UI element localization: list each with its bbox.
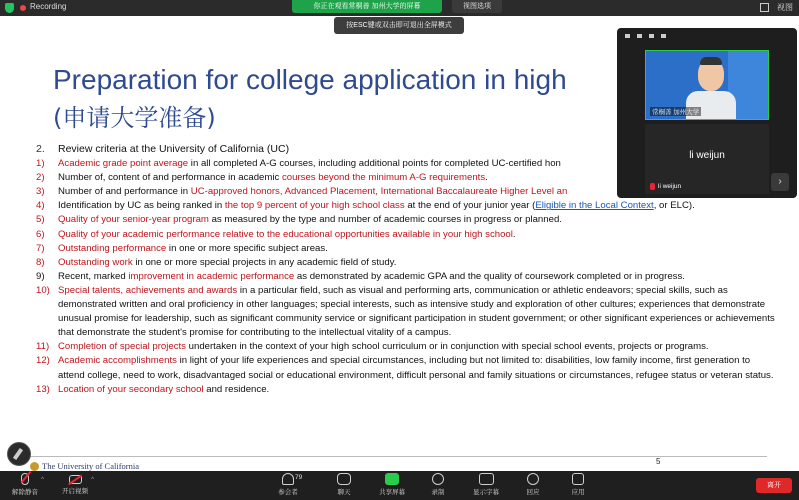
minimize-icon[interactable] [625,34,630,38]
criteria-highlight: Academic accomplishments [58,355,177,367]
criteria-item [36,284,776,340]
criteria-item-number: 12) [36,355,50,367]
criteria-item-text [58,213,776,227]
criteria-item-number: 6) [36,228,45,240]
criteria-item-text [58,284,776,340]
criteria-item-text [58,228,776,242]
recording-icon [20,5,26,11]
criteria-item-text [58,383,776,397]
criteria-item-number: 3) [36,186,45,198]
recording-label: Recording [30,2,67,11]
criteria-text-segment: . [485,172,488,184]
criteria-item-number: 13) [36,383,50,395]
criteria-item-number: 7) [36,242,45,254]
participant-tile-no-video[interactable] [645,124,769,194]
criteria-item [36,270,776,284]
criteria-text-segment: Recent, marked [58,270,129,282]
participants-label: 参会者 [278,489,298,496]
captions-button[interactable] [463,473,509,496]
elc-link[interactable]: Eligible in the Local Context [535,200,654,212]
leave-meeting-button[interactable]: 离开 [756,478,792,493]
view-button[interactable]: 视图 [777,3,793,12]
criteria-heading-text: Review criteria at the University of California (UC) [58,143,290,155]
record-icon [432,473,444,485]
criteria-item [36,213,776,227]
criteria-highlight: Location of your secondary school [58,383,204,395]
criteria-highlight: Academic grade point average [58,158,189,170]
criteria-text-segment: Identification by UC as being ranked in [58,200,225,212]
participant-name-label: 常桐善 加州大学 [652,109,700,116]
criteria-item-number: 4) [36,200,45,212]
criteria-highlight: courses beyond the minimum A-G requirements [281,172,486,184]
criteria-heading-number: 2. [36,143,45,155]
record-button[interactable] [415,473,461,496]
criteria-item-text [58,256,776,270]
criteria-item-text [58,270,776,284]
criteria-text-segment: in all completed A-G courses, including additional points for completed UC-certified hon [188,158,561,170]
criteria-item-text [58,242,776,256]
criteria-item-number: 8) [36,256,45,268]
smiley-icon [527,473,539,485]
criteria-item-number: 9) [36,270,45,282]
video-panel [617,28,797,198]
criteria-text-segment: in light of your life experiences and special circumstances, including but not limited to: disabilities, low family income, first generation to attend college, need to work, disadvantaged social or educational environment, difficult personal and family situations or circumstances, refugee status or veteran status. [58,355,774,381]
criteria-highlight: Special talents, achievements and awards [58,284,238,296]
captions-label: 显示字幕 [473,489,499,496]
criteria-item-text [58,340,776,354]
criteria-highlight: the top 9 percent of your high school class [224,200,405,212]
criteria-item-number: 2) [36,172,45,184]
chevron-up-icon[interactable]: ^ [41,477,44,483]
criteria-item-number: 5) [36,214,45,226]
criteria-highlight: UC-approved honors, Advanced Placement, International Baccalaureate Higher Level an [190,186,568,198]
criteria-item [36,199,776,213]
uc-logo-text: The University of California [42,461,140,471]
criteria-text-segment: undertaken in the context of your high school curriculum or in conjunction with special school events, projects or programs. [185,341,709,353]
criteria-item [36,242,776,256]
view-options-button[interactable]: 视图选项 [452,0,502,13]
share-screen-label: 共享屏幕 [379,489,405,496]
criteria-text-segment: Number of and performance in [58,186,191,198]
chat-label: 聊天 [337,489,351,496]
expand-icon[interactable] [661,34,666,38]
apps-icon [572,473,584,485]
participants-icon [282,473,294,485]
apps-button[interactable] [555,473,601,496]
gallery-view-icon[interactable] [760,3,769,12]
next-page-chevron-icon[interactable]: › [771,173,789,191]
start-video-label: 开启视频 [62,488,88,495]
viewing-share-banner: 你正在观看常桐善 加州大学的屏幕 [292,0,442,13]
chat-button[interactable] [321,473,367,496]
criteria-highlight: Quality of your senior-year program [58,214,209,226]
participant-hair [700,57,722,65]
criteria-item [36,228,776,242]
share-screen-button[interactable] [369,473,415,496]
criteria-highlight: Completion of special projects [58,341,186,353]
participants-button[interactable] [265,473,311,496]
criteria-text-segment: , or ELC). [653,200,695,212]
muted-mic-icon [650,183,655,190]
layout-alt-icon[interactable] [649,34,654,38]
chevron-up-icon[interactable]: ^ [91,477,94,483]
criteria-item [36,256,776,270]
reactions-button[interactable] [510,473,556,496]
criteria-text-segment: in one or more specific subject areas. [166,242,328,254]
criteria-item-text [58,199,776,213]
pen-icon [13,448,23,460]
criteria-item-number: 11) [36,341,50,353]
criteria-text-segment: at the end of your junior year ( [404,200,536,212]
criteria-highlight: Quality of your academic performance relative to the educational opportunities available in your high school [58,228,513,240]
meeting-toolbar [0,471,799,500]
uc-seal-icon [30,462,39,471]
criteria-highlight: improvement in academic performance [128,270,295,282]
apps-label: 应用 [571,489,585,496]
criteria-text-segment: as demonstrated by academic GPA and the quality of coursework completed or in progress. [294,270,685,282]
participant-video-tile[interactable] [645,50,769,120]
criteria-text-segment: in one or more special projects in any academic field of study. [132,256,397,268]
criteria-highlight: Outstanding work [58,256,133,268]
participant-display-name: li weijun [689,150,725,161]
slide-subtitle: (申请大学准备) [53,104,216,132]
uc-footer-logo [30,461,139,471]
chat-icon [337,473,351,485]
security-shield-icon[interactable] [5,3,14,13]
criteria-text-segment: as measured by the type and number of academic courses in progress or planned. [208,214,562,226]
criteria-item-text [58,354,776,382]
criteria-text-segment: in a particular field, such as visual and performing arts, communication or athletic endeavors; special skills, such as demonstrated written and oral proficiency in other languages; special interests, such as intensive study and exploration of other cultures; experiences that demonstrate unusual promise for leadership, such as significant community service or significant participation in student government; or other significant experiences or achievements that demonstrate the student's promise for contributing to the intellectual vitality of a campus. [58,284,775,339]
slide-page-number: 5 [656,457,661,466]
criteria-text-segment: . [512,228,516,240]
top-right-controls [760,2,793,13]
reactions-label: 回应 [526,489,540,496]
criteria-item [36,383,776,397]
top-status-bar [0,0,799,16]
criteria-item-number: 10) [36,284,50,296]
criteria-item [36,340,776,354]
share-screen-icon [385,473,399,485]
unmute-button[interactable] [2,473,48,496]
start-video-button[interactable] [52,473,98,495]
criteria-text-segment: Number of, content of and performance in academic [58,172,282,184]
participants-count: 79 [295,474,303,481]
participant-name-small: li weijun [658,183,682,190]
unmute-label: 解除静音 [12,489,38,496]
video-panel-controls [625,34,666,38]
criteria-item [36,354,776,382]
participant-name-footer [650,183,681,190]
annotate-button[interactable] [7,442,31,466]
closed-captions-icon [479,473,494,485]
criteria-item-number: 1) [36,158,45,170]
criteria-text-segment: and residence. [203,383,270,395]
record-label: 录制 [431,489,445,496]
criteria-highlight: Outstanding performance [58,242,167,254]
layout-icon[interactable] [637,34,642,38]
exit-fullscreen-hint: 按ESC键或双击即可退出全屏模式 [334,17,464,34]
slide-title: Preparation for college application in high [53,64,567,95]
